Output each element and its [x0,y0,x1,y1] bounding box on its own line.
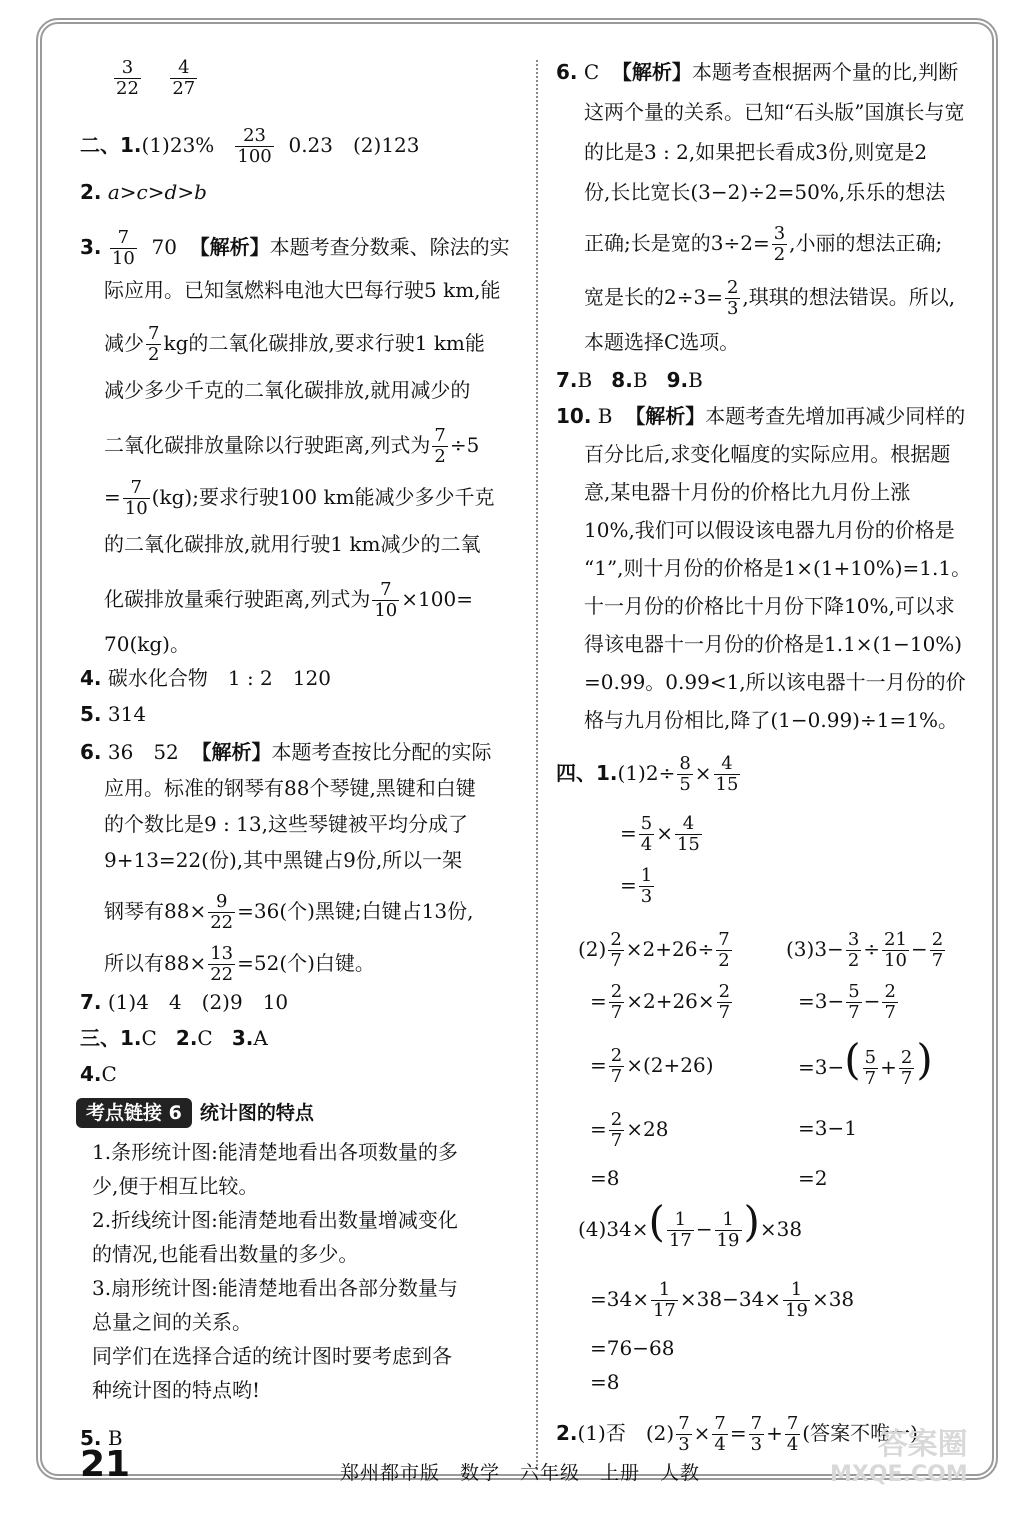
text-line: 应用。标准的钢琴有88个琴键,黑键和白键 [104,776,476,800]
calc-1-3-step: =3−1 [798,1116,857,1140]
answer-3-6: 6. C 【解析】本题考查根据两个量的比,判断 [556,60,959,84]
text-line: 的情况,也能看出数量的多少。 [92,1242,359,1266]
answer-2-3: 3. $\frac{7}{10}$ 70 【解析】本题考查分数乘、除法的实 [80,227,510,269]
knowledge-box-header: 考点链接 6 统计图的特点 [76,1098,314,1128]
calc-1-1-step: = $\frac{5}{4}$ × $\frac{4}{15}$ [620,813,700,855]
text-line: 钢琴有88× $\frac{9}{22}$ =36(个)黑键;白键占13份, [104,891,474,933]
calc-1-4-result: =8 [590,1370,620,1394]
text-line: 十一月份的价格比十月份下降10%,可以求 [584,594,955,618]
answer-3-4: 4.C [80,1062,117,1086]
text-line: 正确;长是宽的3÷2= $\frac{3}{2}$ ,小丽的想法正确; [584,223,943,265]
calc-1-3: (3)3− $\frac{3}{2}$ ÷ $\frac{21}{10}$ − $\frac{2}{7}$ [786,929,944,971]
answer-2-2: 2. a>c>d>b [80,180,207,204]
text-line: 百分比后,求变化幅度的实际应用。根据题 [584,442,951,466]
text-line: 70(kg)。 [104,632,190,656]
answer-2-7: 7. (1)4 4 (2)9 10 [80,990,289,1014]
answer-3-7-9: 7.B 8.B 9.B [556,368,703,392]
calc-1-2-result: =8 [590,1166,620,1190]
text-line: 所以有88× $\frac{13}{22}$ =52(个)白键。 [104,943,375,985]
text-line: 减少 $\frac{7}{2}$ kg的二氧化碳排放,要求行驶1 km能 [104,323,485,365]
text-line: 二氧化碳排放量除以行驶距离,列式为 $\frac{7}{2}$ ÷5 [104,425,480,467]
calc-1-3-step: =3−( $\frac{5}{7}$ + $\frac{2}{7}$ ) [798,1035,933,1089]
text-line: 这两个量的关系。已知“石头版”国旗长与宽 [584,100,965,124]
text-line: =0.99。0.99<1,所以该电器十一月份的价 [584,670,966,694]
page-number: 21 [80,1444,131,1485]
text-line: 种统计图的特点哟! [92,1378,261,1402]
text-line: = $\frac{7}{10}$ (kg);要求行驶100 km能减少多少千克 [104,477,495,519]
calc-1-4-step: =34× $\frac{1}{17}$ ×38−34× $\frac{1}{19}$ ×38 [590,1279,855,1321]
answer-2-6: 6. 36 52 【解析】本题考查按比分配的实际 [80,740,492,764]
answer-3-5: 5. B [80,1426,123,1450]
text-line: 总量之间的关系。 [92,1310,252,1334]
calc-1-3-result: =2 [798,1166,828,1190]
text-line: 际应用。已知氢燃料电池大巴每行驶5 km,能 [104,278,501,302]
calc-1-4-step: =76−68 [590,1336,675,1360]
calc-1-1: 四、1.(1)2÷ $\frac{8}{5}$ × $\frac{4}{15}$ [556,753,739,795]
calc-1-2: (2) $\frac{2}{7}$ ×2+26÷ $\frac{7}{2}$ [578,929,730,971]
text-line: 10%,我们可以假设该电器九月份的价格是 [584,518,955,542]
calc-1-2-step: = $\frac{2}{7}$ ×2+26× $\frac{2}{7}$ [590,981,731,1023]
text-line: 的比是3 : 2,如果把长看成3份,则宽是2 [584,140,928,164]
text-line: 1.条形统计图:能清楚地看出各项数量的多 [92,1140,458,1164]
text-line: 格与九月份相比,降了(1−0.99)÷1=1%。 [584,708,958,732]
text-line: 少,便于相互比较。 [92,1174,259,1198]
text-line: 2.折线统计图:能清楚地看出数量增减变化 [92,1208,458,1232]
calc-1-4: (4)34×( $\frac{1}{17}$ − $\frac{1}{19}$ )×38 [578,1197,803,1251]
calc-1-3-step: =3− $\frac{5}{7}$ − $\frac{2}{7}$ [798,981,896,1023]
text-line: 得该电器十一月份的价格是1.1×(1−10%) [584,632,963,656]
text-line: 化碳排放量乘行驶距离,列式为 $\frac{7}{10}$ ×100= [104,579,473,621]
text-line: 宽是长的2÷3= $\frac{2}{3}$ ,琪琪的想法错误。所以, [584,277,956,319]
answer-4-2: 2.(1)否 (2) $\frac{7}{3}$ × $\frac{7}{4}$ = $\frac{7}{3}$ + $\frac{7}{4}$ (答案不唯一) [556,1413,918,1455]
answer-2-5: 5. 314 [80,702,147,726]
text-line: 份,长比宽长(3−2)÷2=50%,乐乐的想法 [584,180,946,204]
calc-1-1-result: = $\frac{1}{3}$ [620,865,653,907]
text-line: “1”,则十月份的价格是1×(1+10%)=1.1。 [584,556,972,580]
column-divider [536,60,538,1470]
text-line: 减少多少千克的二氧化碳排放,就用减少的 [104,378,471,402]
answer-3-10: 10. B 【解析】本题考查先增加再减少同样的 [556,404,966,428]
text-line: 9+13=22(份),其中黑键占9份,所以一架 [104,848,463,872]
watermark: 答案圈 MXQE.COM [830,1427,968,1487]
footer-text: 郑州都市版 数学 六年级 上册 人教 [340,1462,701,1484]
top-fractions: $\frac{3}{22}$ $\frac{4}{27}$ [116,57,196,99]
text-line: 的个数比是9 : 13,这些琴键被平均分成了 [104,812,468,836]
text-line: 同学们在选择合适的统计图时要考虑到各 [92,1344,452,1368]
text-line: 3.扇形统计图:能清楚地看出各部分数量与 [92,1276,458,1300]
answer-3-1-3: 三、1.C 2.C 3.A [80,1026,268,1050]
text-line: 的二氧化碳排放,就用行驶1 km减少的二氧 [104,532,481,556]
answer-2-1: 二、1.(1)23% $\frac{23}{100}$ 0.23 (2)123 [80,125,420,167]
text-line: 本题选择C选项。 [584,330,740,354]
answer-2-4: 4. 碳水化合物 1 : 2 120 [80,666,331,690]
knowledge-tag: 考点链接 6 [76,1098,192,1128]
calc-1-2-step: = $\frac{2}{7}$ ×28 [590,1109,669,1151]
text-line: 意,某电器十月份的价格比九月份上涨 [584,480,911,504]
calc-1-2-step: = $\frac{2}{7}$ ×(2+26) [590,1045,714,1087]
